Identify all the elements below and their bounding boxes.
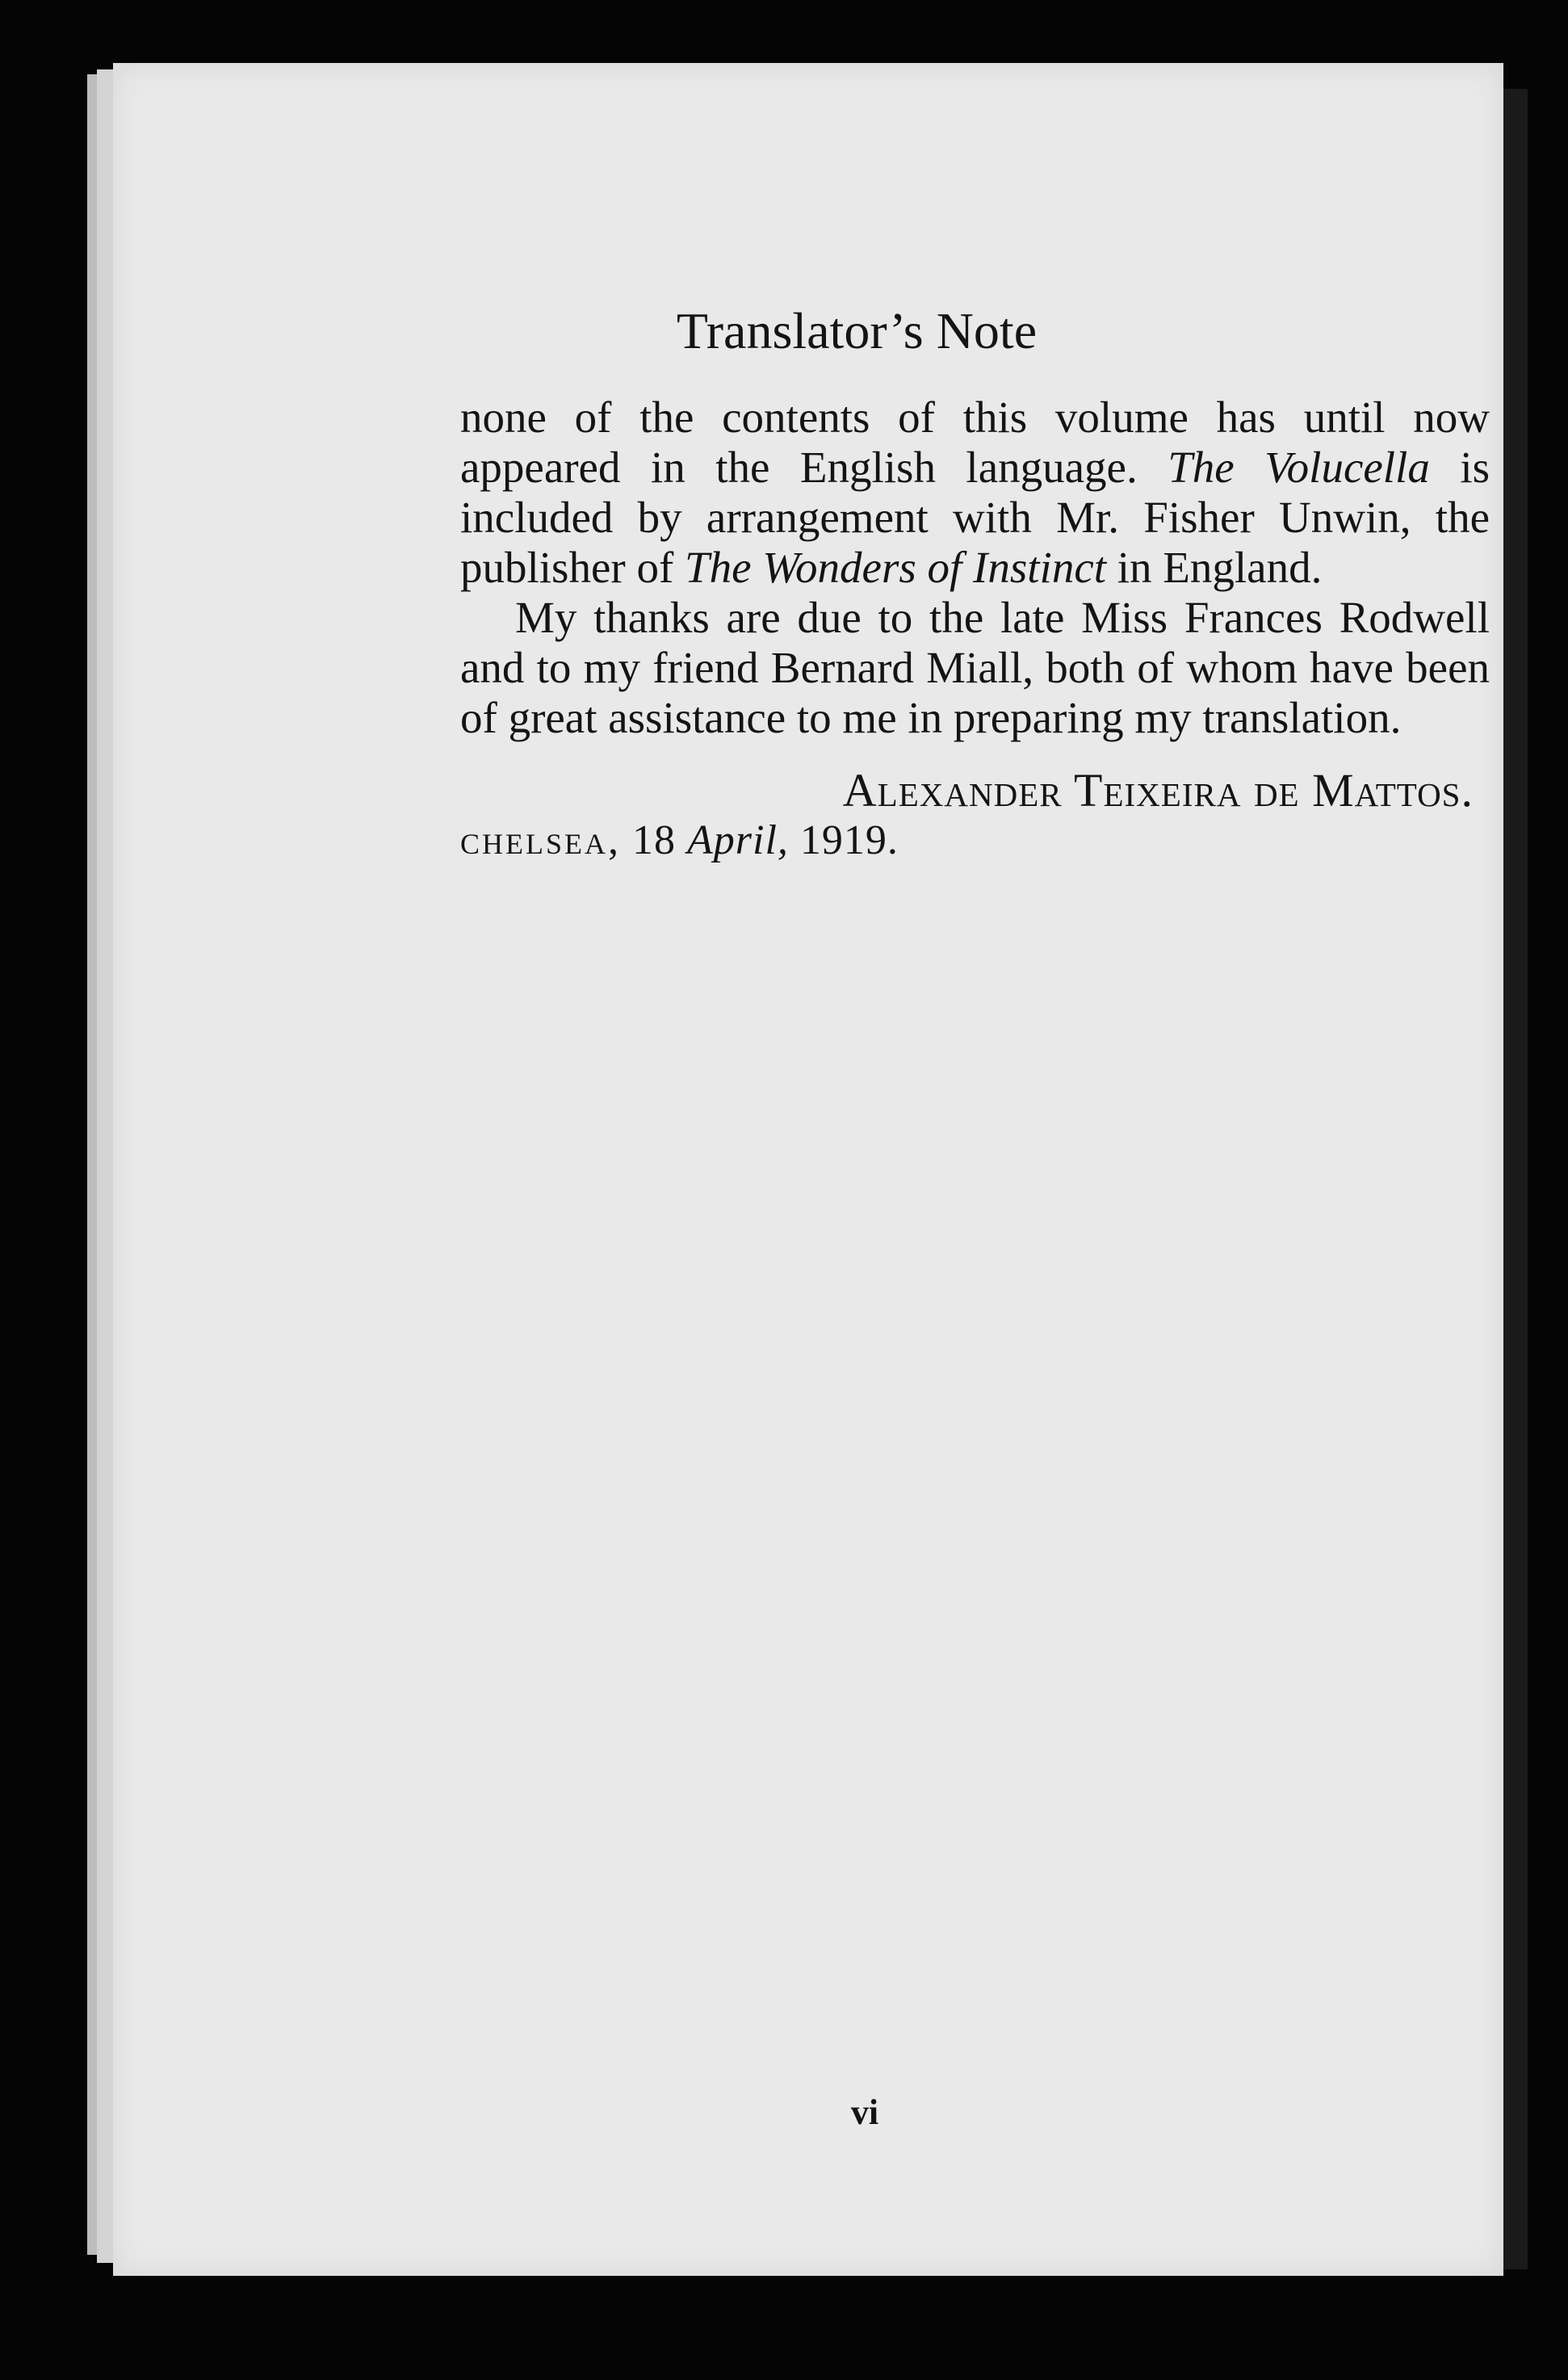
italic-title: The Volucella <box>1168 443 1430 492</box>
paragraph <box>460 392 1490 593</box>
paragraph-text: none of the contents of this volume has until now appeared in the English language. <box>460 392 1490 492</box>
paragraph-text: is included by arrangement with Mr. Fisher Unwin, the publisher of <box>460 443 1490 592</box>
binding-shadow <box>1503 89 1528 2269</box>
paragraph-text: in England. <box>1106 543 1323 592</box>
page-number: vi <box>850 2092 879 2132</box>
place: chelsea, <box>460 817 621 863</box>
date-day: 18 <box>632 817 676 863</box>
italic-title: The Wonders of Instinct <box>685 543 1107 592</box>
book-page <box>113 63 1503 2276</box>
place-date <box>460 816 1490 866</box>
date-month: April, <box>687 817 789 863</box>
page-body <box>460 392 1490 866</box>
running-head: Translator’s Note <box>676 302 1038 359</box>
date-year: 1919. <box>799 817 899 863</box>
paragraph: My thanks are due to the late Miss Frances Rodwell and to my friend Bernard Miall, both of whom have been of great assistance to me in preparing my translation. <box>460 593 1490 742</box>
signature: Alexander Teixeira de Mattos. <box>842 764 1474 816</box>
